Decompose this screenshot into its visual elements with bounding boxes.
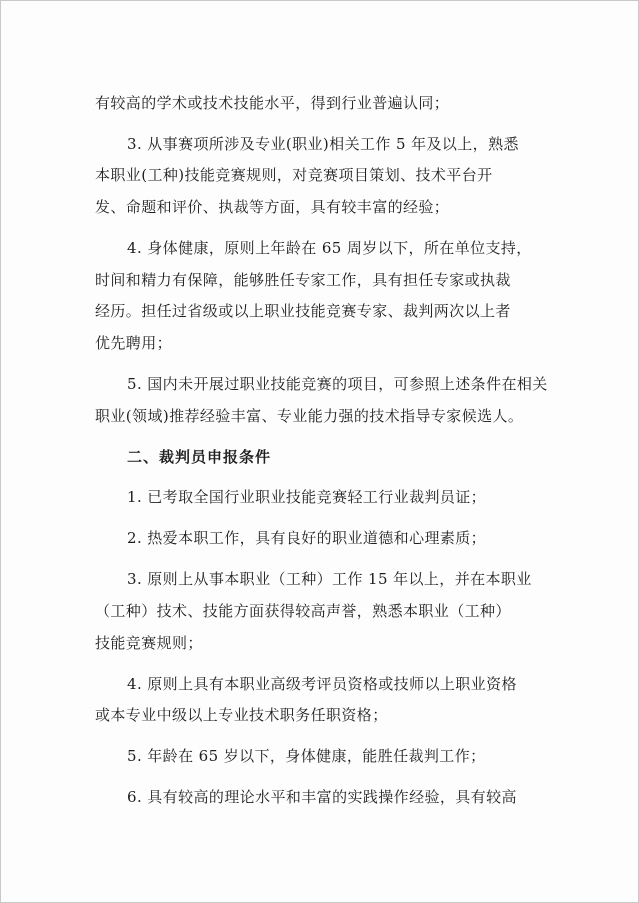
text-line: 职业(领域)推荐经验丰富、专业能力强的技术指导专家候选人。	[95, 407, 524, 425]
section-heading: 二、裁判员申报条件	[127, 448, 272, 466]
text-line: 或本专业中级以上专业技术职务任职资格；	[95, 706, 388, 724]
text-line: 技能竞赛规则；	[95, 634, 203, 652]
text-line: 3. 从事赛项所涉及专业(职业)相关工作 5 年及以上，熟悉	[127, 135, 519, 153]
text-line: 经历。担任过省级或以上职业技能竞赛专家、裁判两次以上者	[95, 302, 511, 320]
text-line: 发、命题和评价、执裁等方面，具有较丰富的经验；	[95, 198, 450, 216]
text-line: 本职业(工种)技能竞赛规则，对竞赛项目策划、技术平台开	[95, 166, 493, 184]
text-line: 5. 年龄在 65 岁以下，身体健康，能胜任裁判工作；	[127, 747, 486, 765]
text-line: 3. 原则上从事本职业（工种）工作 15 年以上，并在本职业	[127, 570, 532, 588]
text-line: 优先聘用；	[95, 334, 173, 352]
text-line: 时间和精力有保障，能够胜任专家工作，具有担任专家或执裁	[95, 271, 511, 289]
text-line: 2. 热爱本职工作，具有良好的职业道德和心理素质；	[127, 529, 487, 547]
text-line: （工种）技术、技能方面获得较高声誉，熟悉本职业（工种）	[95, 602, 511, 620]
text-line: 有较高的学术或技术技能水平，得到行业普遍认同；	[95, 94, 450, 112]
text-line: 4. 原则上具有本职业高级考评员资格或技师以上职业资格	[127, 675, 517, 693]
text-line: 6. 具有较高的理论水平和丰富的实践操作经验，具有较高	[127, 788, 517, 806]
text-line: 4. 身体健康，原则上年龄在 65 周岁以下，所在单位支持，	[127, 239, 532, 257]
text-line: 1. 已考取全国行业职业技能竞赛轻工行业裁判员证；	[127, 488, 487, 506]
text-line: 5. 国内未开展过职业技能竞赛的项目，可参照上述条件在相关	[127, 375, 548, 393]
